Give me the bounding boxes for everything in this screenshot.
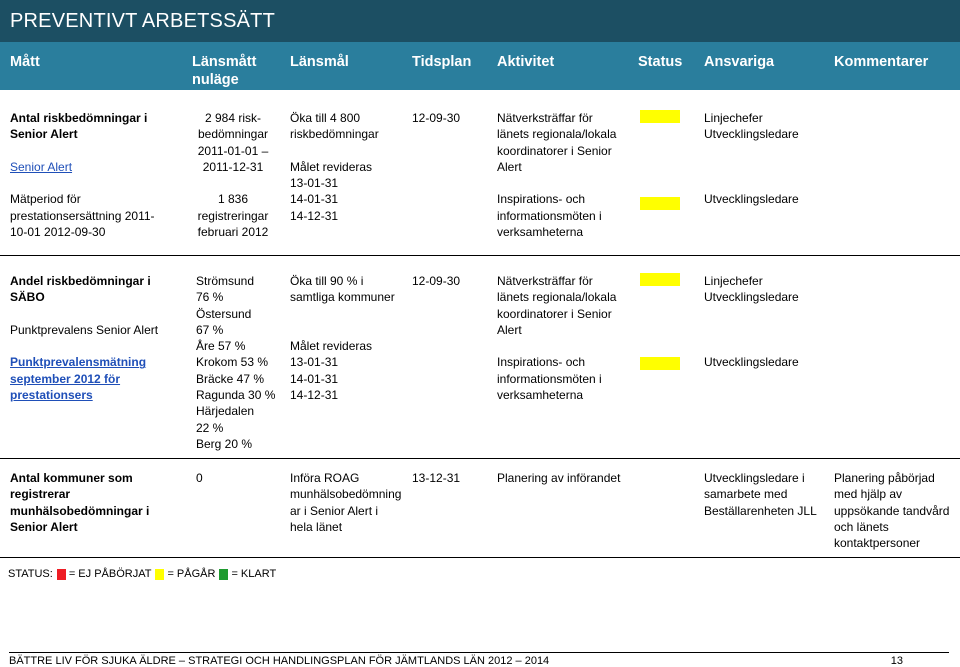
- row2-nulage-line: Bräcke 47 %: [196, 371, 265, 386]
- row2-lansmal-line: Målet revideras: [290, 339, 373, 354]
- row1-tidsplan: 12-09-30: [412, 111, 461, 125]
- row1-nulage-line: februari 2012: [197, 225, 269, 240]
- status-pagar-marker: [640, 110, 680, 123]
- row1-nulage-line: bedömningar: [197, 127, 269, 142]
- status-legend-label: STATUS:: [8, 568, 53, 580]
- row1-aktivitet-line: Nätverksträffar för: [497, 111, 593, 125]
- row3-kommentar-line: kontaktpersoner: [834, 536, 921, 551]
- row2-nulage-line: Åre 57 %: [196, 339, 246, 354]
- page-title: PREVENTIVT ARBETSSÄTT: [0, 0, 960, 42]
- row2-nulage-line: Härjedalen: [196, 404, 255, 419]
- row2-matt-prevalens: Punktprevalens Senior Alert: [10, 322, 159, 337]
- row1-lansmal: [290, 110, 405, 224]
- status-pagar-marker: [640, 357, 680, 370]
- footer-text: BÄTTRE LIV FÖR SJUKA ÄLDRE – STRATEGI OCH HANDLINGSPLAN FÖR JÄMTLANDS LÄN 2012 – 2014: [9, 655, 550, 667]
- row2-matt-title: Andel riskbedömningar i SÄBO: [10, 274, 151, 305]
- row1-aktivitet-line: verksamheterna: [497, 225, 584, 240]
- row2-ansvariga-line: Linjechefer: [704, 274, 763, 288]
- row1-ansvariga-line: Linjechefer: [704, 111, 763, 125]
- header-nulage: Länsmått nuläge: [192, 54, 257, 88]
- row2-lansmal-line: 13-01-31: [290, 355, 339, 370]
- table-header: [0, 42, 960, 90]
- status-green-swatch: [219, 569, 228, 580]
- row2-tidsplan: 12-09-30: [412, 274, 461, 288]
- status-legend: [8, 568, 276, 580]
- row2-aktivitet: [497, 273, 632, 403]
- row1-lansmal-line: 14-12-31: [290, 208, 339, 223]
- row3-nulage: 0: [196, 471, 203, 485]
- row3-lansmal-line: ar i Senior Alert i: [290, 503, 379, 518]
- footer: [9, 655, 949, 667]
- header-tidsplan: Tidsplan: [412, 54, 472, 70]
- header-kommentarer: Kommentarer: [834, 54, 929, 70]
- row-divider: [0, 458, 960, 459]
- header-aktivitet: Aktivitet: [497, 54, 555, 70]
- row1-matt-link[interactable]: Senior Alert: [10, 159, 73, 174]
- row3-lansmal-line: hela länet: [290, 519, 343, 534]
- row2-matt: [10, 273, 185, 403]
- header-matt: Mått: [10, 54, 40, 70]
- row2-nulage-line: Berg 20 %: [196, 436, 253, 451]
- row-divider: [0, 557, 960, 558]
- row1-nulage-line: registreringar: [197, 208, 269, 223]
- header-status: Status: [638, 54, 683, 70]
- row1-nulage-line: 2 984 risk-: [204, 111, 262, 125]
- row2-lansmal-line: 14-01-31: [290, 371, 339, 386]
- row2-nulage: [196, 273, 286, 452]
- row1-matt-period: Mätperiod för prestationsersättning 2011-10-01 2012-09-30: [10, 192, 155, 240]
- status-legend-pagar: = PÅGÅR: [167, 568, 216, 580]
- row1-ansvariga-line: Utvecklingsledare: [704, 192, 799, 207]
- row1-aktivitet: [497, 110, 632, 240]
- row3-ansvariga: [704, 470, 829, 519]
- row1-lansmal-line: riskbedömningar: [290, 127, 379, 142]
- row3-kommentar-line: Planering påbörjad: [834, 471, 935, 485]
- row3-kommentar-line: och länets: [834, 519, 889, 534]
- row1-nulage-line: 2011-12-31: [202, 159, 264, 174]
- row3-lansmal: [290, 470, 405, 535]
- row3-kommentar-line: uppsökande tandvård: [834, 503, 950, 518]
- row1-lansmal-line: 14-01-31: [290, 192, 339, 207]
- row1-lansmal-line: 13-01-31: [290, 176, 339, 191]
- page-number: 13: [890, 655, 903, 667]
- row3-lansmal-line: munhälsobedömning: [290, 487, 402, 502]
- row3-aktivitet: Planering av införandet: [497, 471, 621, 485]
- row1-matt-title: Antal riskbedömningar i Senior Alert: [10, 111, 148, 142]
- row2-ansvariga-line: Utvecklingsledare: [704, 290, 799, 305]
- row2-aktivitet-line: informationsmöten i: [497, 371, 602, 386]
- row3-lansmal-line: Införa ROAG: [290, 471, 360, 485]
- row2-matt-link[interactable]: Punktprevalensmätning september 2012 för prestationsers: [10, 355, 147, 403]
- row-divider: [0, 255, 960, 256]
- row3-matt: Antal kommuner som registrerar munhälsobedömningar i Senior Alert: [10, 471, 150, 534]
- row1-matt: [10, 110, 185, 240]
- status-legend-klart: = KLART: [231, 568, 277, 580]
- status-pagar-marker: [640, 273, 680, 286]
- row2-aktivitet-line: verksamheterna: [497, 388, 584, 403]
- row2-lansmal-line: samtliga kommuner: [290, 290, 395, 305]
- row1-ansvariga-line: Utvecklingsledare: [704, 127, 799, 142]
- row2-ansvariga: [704, 273, 824, 371]
- row3-ansvariga-line: Utvecklingsledare i: [704, 471, 805, 485]
- row1-aktivitet-line: Alert: [497, 159, 522, 174]
- row3-tidsplan: 13-12-31: [412, 471, 461, 485]
- row2-aktivitet-line: Inspirations- och: [497, 355, 586, 370]
- header-ansvariga: Ansvariga: [704, 54, 775, 70]
- status-pagar-marker: [640, 197, 680, 210]
- row2-nulage-line: Ragunda 30 %: [196, 388, 276, 403]
- row2-lansmal: [290, 273, 405, 403]
- row2-lansmal-line: Öka till 90 % i: [290, 274, 364, 288]
- row1-lansmal-line: Öka till 4 800: [290, 111, 361, 125]
- row1-aktivitet-line: länets regionala/lokala: [497, 127, 617, 142]
- header-lansmal: Länsmål: [290, 54, 349, 70]
- row2-lansmal-line: 14-12-31: [290, 388, 339, 403]
- row2-ansvariga-line: Utvecklingsledare: [704, 355, 799, 370]
- row1-aktivitet-line: Inspirations- och: [497, 192, 586, 207]
- row2-aktivitet-line: Nätverksträffar för: [497, 274, 593, 288]
- row2-nulage-line: 22 %: [196, 420, 224, 435]
- footer-divider: [9, 652, 949, 653]
- row1-nulage-line: 1 836: [217, 192, 249, 207]
- row2-aktivitet-line: länets regionala/lokala: [497, 290, 617, 305]
- row2-nulage-line: Östersund: [196, 306, 252, 321]
- row1-aktivitet-line: informationsmöten i: [497, 208, 602, 223]
- row2-nulage-line: Krokom 53 %: [196, 355, 269, 370]
- status-yellow-swatch: [155, 569, 164, 580]
- row2-nulage-line: 76 %: [196, 290, 224, 305]
- row1-nulage: [188, 110, 278, 240]
- row2-nulage-line: Strömsund: [196, 274, 255, 288]
- row3-kommentar-line: med hjälp av: [834, 487, 903, 502]
- row1-nulage-line: 2011-01-01 –: [197, 143, 269, 158]
- row1-aktivitet-line: koordinatorer i Senior: [497, 143, 612, 158]
- status-legend-ej: = EJ PÅBÖRJAT: [68, 568, 152, 580]
- row3-kommentarer: [834, 470, 958, 551]
- row1-lansmal-line: Målet revideras: [290, 159, 373, 174]
- row2-nulage-line: 67 %: [196, 322, 224, 337]
- row1-ansvariga: [704, 110, 824, 208]
- status-red-swatch: [57, 569, 66, 580]
- row3-ansvariga-line: samarbete med: [704, 487, 788, 502]
- row3-ansvariga-line: Beställarenheten JLL: [704, 503, 817, 518]
- row2-aktivitet-line: Alert: [497, 322, 522, 337]
- row2-aktivitet-line: koordinatorer i Senior: [497, 306, 612, 321]
